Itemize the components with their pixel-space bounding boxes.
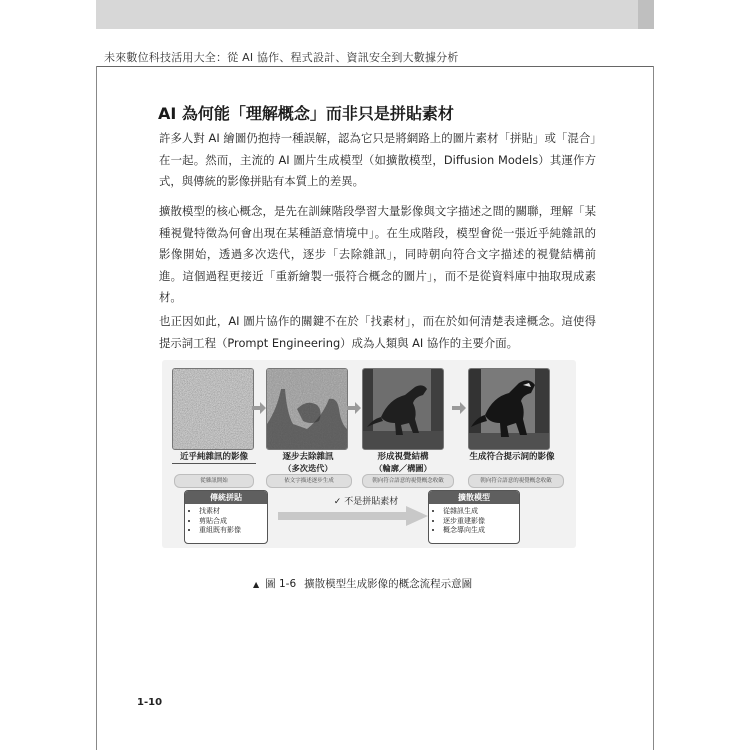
chapter-tab <box>638 0 654 29</box>
figure-number: 圖 1-6 <box>265 578 297 590</box>
arrow-right-icon <box>252 402 266 414</box>
traditional-box-title: 傳統拼貼 <box>185 491 267 504</box>
list-item: • 剪貼合成 <box>199 517 267 527</box>
list-item: • 重組既有影像 <box>199 526 267 536</box>
arrow-right-icon <box>452 402 466 414</box>
caption-text: 擴散模型生成影像的概念流程示意圖 <box>304 578 473 590</box>
denoising-image <box>266 368 348 450</box>
stage-pill-2: 依文字描述逐步生成 <box>266 474 352 488</box>
header-rule <box>96 66 654 67</box>
check-icon: ✓ <box>333 497 342 507</box>
right-margin-rule <box>653 66 654 750</box>
stage-sublabel-3: （輪廓／構圖） <box>374 463 432 473</box>
list-item: • 逐步重建影像 <box>443 517 519 527</box>
diffusion-box-title: 擴散模型 <box>429 491 519 504</box>
arrow-right-icon <box>278 506 428 526</box>
traditional-collage-box <box>184 490 268 544</box>
diffusion-list <box>429 507 519 536</box>
stage-label-1: 近乎純雜訊的影像 <box>179 452 248 462</box>
paragraph-2: 擴散模型的核心概念，是先在訓練階段學習大量影像與文字描述之間的關聯，理解「某種視覺特徵為何會出現在某種語意情境中」。在生成階段，模型會從一張近乎純雜訊的影像開始，透過多次迭代，逐步「去除雜訊」，同時朝向符合文字描述的視覺結構前進。這個過程更接近「重新繪製一張符合概念的圖片」，而不是從資料庫中抽取現成素材。 <box>159 204 596 304</box>
page-number: 1-10 <box>137 697 163 708</box>
not-collage-label: ✓ 不是拼貼素材 <box>333 497 399 507</box>
figure-caption <box>253 576 472 591</box>
structure-image <box>362 368 444 450</box>
top-bar <box>96 0 654 29</box>
triangle-up-icon: ▲ <box>253 580 260 589</box>
arrow-right-icon <box>347 402 361 414</box>
stage-label-2: 逐步去除雜訊 <box>282 452 334 462</box>
running-header: 未來數位科技活用大全：從 AI 協作、程式設計、資訊安全到大數據分析 <box>104 51 459 64</box>
left-margin-rule <box>96 66 97 750</box>
noise-image <box>172 368 254 450</box>
traditional-list <box>185 507 267 536</box>
stage-label-4: 生成符合提示詞的影像 <box>469 452 555 462</box>
list-item: • 找素材 <box>199 507 267 517</box>
stage-sublabel-2: （多次迭代） <box>283 463 333 473</box>
stage-underline <box>172 463 256 464</box>
diffusion-model-box <box>428 490 520 544</box>
list-item: • 從雜訊生成 <box>443 507 519 517</box>
list-item: • 概念導向生成 <box>443 526 519 536</box>
diffusion-figure <box>162 360 576 548</box>
stage-label-3: 形成視覺結構 <box>377 452 429 462</box>
section-title: AI 為何能「理解概念」而非只是拼貼素材 <box>158 104 454 123</box>
paragraph-1: 許多人對 AI 繪圖仍抱持一種誤解，認為它只是將網路上的圖片素材「拼貼」或「混合」在一起。然而，主流的 AI 圖片生成模型（如擴散模型，Diffusion Models）其運作方式，與傳統的影像拼貼有本質上的差異。 <box>159 131 596 188</box>
stage-pill-4: 朝向符合語意的視覺概念收斂 <box>468 474 564 488</box>
stage-pill-3: 朝向符合語意的視覺概念收斂 <box>362 474 454 488</box>
paragraph-3: 也正因如此，AI 圖片協作的關鍵不在於「找素材」，而在於如何清楚表達概念。這使得提示詞工程（Prompt Engineering）成為人類與 AI 協作的主要介面。 <box>159 314 596 350</box>
stage-pill-1: 從雜訊開始 <box>174 474 254 488</box>
final-image <box>468 368 550 450</box>
